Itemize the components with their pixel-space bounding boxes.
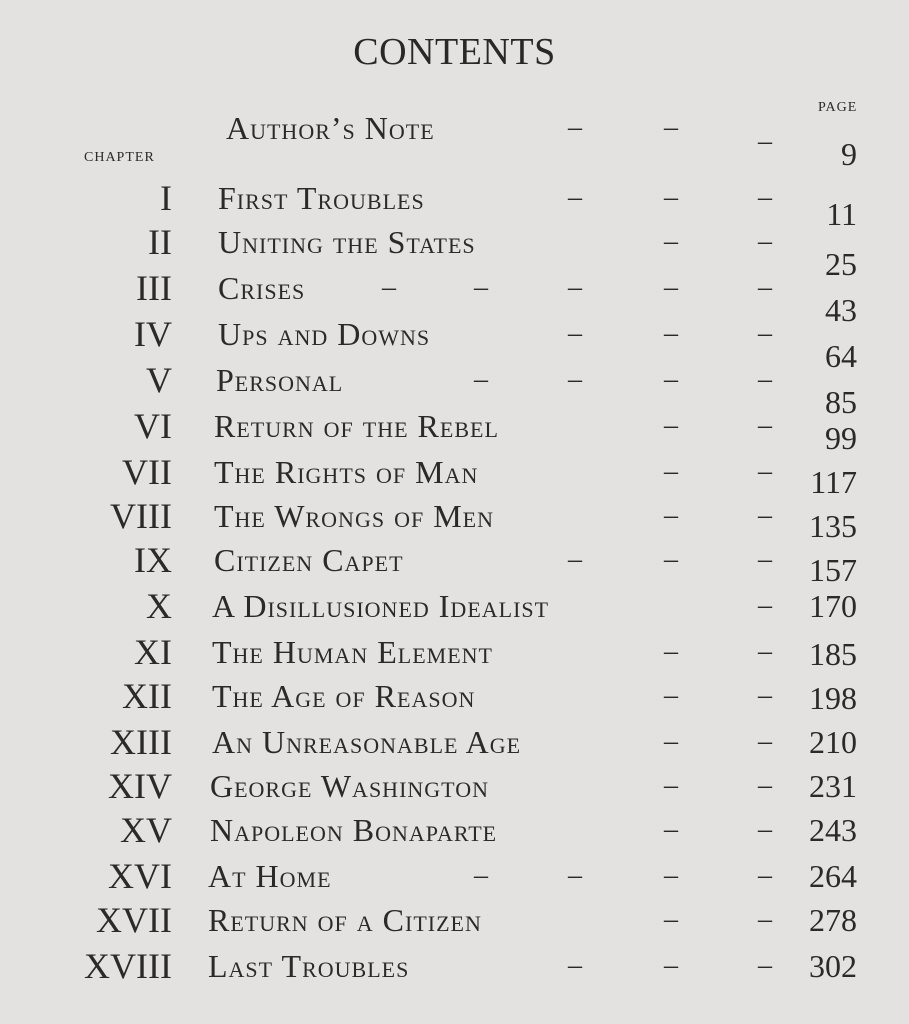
chapter-column-label: CHAPTER — [84, 150, 155, 165]
chapter-numeral: X — [146, 586, 172, 626]
chapter-numeral: I — [160, 178, 172, 218]
chapter-numeral: XVIII — [84, 946, 172, 986]
chapter-numeral: IX — [134, 540, 172, 580]
leader-dash: – — [568, 860, 582, 891]
toc-entry — [0, 452, 909, 498]
leader-dash: – — [664, 182, 678, 213]
leader-dash: – — [758, 318, 772, 349]
chapter-title: Ups and Downs — [218, 316, 431, 352]
chapter-title: Napoleon Bonaparte — [210, 812, 498, 848]
leader-dash: – — [568, 272, 582, 303]
leader-dash: – — [664, 272, 678, 303]
chapter-title: Crises — [218, 270, 306, 306]
chapter-title: Personal — [216, 362, 344, 398]
leader-dash: – — [664, 726, 678, 757]
chapter-page-number: 157 — [809, 552, 857, 588]
leader-dash: – — [758, 226, 772, 257]
chapter-title: Return of the Rebel — [214, 408, 499, 444]
toc-entry — [0, 496, 909, 542]
chapter-page-number: 170 — [809, 588, 857, 624]
leader-dash: – — [568, 112, 582, 143]
toc-entry — [0, 178, 909, 232]
chapter-page-number: 99 — [825, 420, 857, 456]
leader-dash: – — [664, 814, 678, 845]
toc-entry — [0, 632, 909, 678]
toc-entry — [0, 406, 909, 456]
chapter-page-number: 85 — [825, 384, 857, 420]
chapter-numeral: XIV — [108, 766, 172, 806]
leader-dash: – — [758, 500, 772, 531]
leader-dash: – — [664, 112, 678, 143]
leader-dash: – — [474, 860, 488, 891]
leader-dash: – — [758, 126, 772, 157]
leader-dash: – — [664, 318, 678, 349]
chapter-numeral: XVI — [108, 856, 172, 896]
page-column-label: PAGE — [818, 100, 858, 115]
toc-entry — [0, 314, 909, 374]
chapter-page-number: 210 — [809, 724, 857, 760]
author-note-title: Author’s Note — [226, 110, 435, 146]
leader-dash: – — [664, 364, 678, 395]
chapter-page-number: 64 — [825, 338, 857, 374]
chapter-numeral: III — [136, 268, 172, 308]
page-title: CONTENTS — [353, 31, 556, 73]
leader-dash: – — [758, 770, 772, 801]
toc-entry — [0, 766, 909, 812]
leader-dash: – — [664, 636, 678, 667]
chapter-title: Return of a Citizen — [208, 902, 482, 938]
chapter-page-number: 264 — [809, 858, 857, 894]
toc-entry — [0, 946, 909, 992]
chapter-numeral: V — [146, 360, 172, 400]
toc-entry — [0, 540, 909, 586]
chapter-title: The Age of Reason — [212, 678, 476, 714]
leader-dash: – — [664, 860, 678, 891]
leader-dash: – — [758, 590, 772, 621]
chapter-title: Citizen Capet — [214, 542, 404, 578]
leader-dash: – — [664, 950, 678, 981]
leader-dash: – — [664, 500, 678, 531]
leader-dash: – — [758, 544, 772, 575]
toc-entry — [0, 856, 909, 902]
chapter-numeral: II — [148, 222, 172, 262]
chapter-page-number: 117 — [810, 464, 857, 500]
chapter-title: Last Troubles — [208, 948, 410, 984]
chapter-title: The Wrongs of Men — [214, 498, 494, 534]
chapter-numeral: VI — [134, 406, 172, 446]
chapter-page-number: 135 — [809, 508, 857, 544]
leader-dash: – — [758, 410, 772, 441]
leader-dash: – — [474, 364, 488, 395]
chapter-numeral: XI — [134, 632, 172, 672]
toc-entry — [0, 676, 909, 722]
leader-dash: – — [758, 636, 772, 667]
chapter-title: George Washington — [210, 768, 489, 804]
leader-dash: – — [664, 226, 678, 257]
chapter-numeral: XII — [122, 676, 172, 716]
toc-entry — [0, 360, 909, 420]
leader-dash: – — [382, 272, 396, 303]
chapter-page-number: 198 — [809, 680, 857, 716]
leader-dash: – — [664, 456, 678, 487]
toc-entry — [0, 268, 909, 328]
toc-entry — [0, 222, 909, 282]
chapter-numeral: VIII — [110, 496, 172, 536]
chapter-page-number: 278 — [809, 902, 857, 938]
chapter-title: The Human Element — [212, 634, 493, 670]
leader-dash: – — [568, 364, 582, 395]
chapter-page-number: 25 — [825, 246, 857, 282]
leader-dash: – — [664, 680, 678, 711]
leader-dash: – — [474, 272, 488, 303]
author-note-page: 9 — [841, 136, 857, 172]
chapter-page-number: 43 — [825, 292, 857, 328]
chapter-title: At Home — [208, 858, 332, 894]
chapter-numeral: IV — [134, 314, 172, 354]
leader-dash: – — [568, 182, 582, 213]
leader-dash: – — [664, 544, 678, 575]
leader-dash: – — [664, 410, 678, 441]
chapter-title: An Unreasonable Age — [212, 724, 522, 760]
leader-dash: – — [758, 364, 772, 395]
chapter-title: First Troubles — [218, 180, 425, 216]
leader-dash: – — [664, 770, 678, 801]
toc-entry — [0, 722, 909, 768]
leader-dash: – — [758, 680, 772, 711]
toc-entry — [0, 586, 909, 632]
chapter-page-number: 302 — [809, 948, 857, 984]
chapter-page-number: 231 — [809, 768, 857, 804]
leader-dash: – — [758, 726, 772, 757]
leader-dash: – — [758, 860, 772, 891]
leader-dash: – — [758, 456, 772, 487]
leader-dash: – — [568, 318, 582, 349]
chapter-numeral: XV — [120, 810, 172, 850]
chapter-title: Uniting the States — [218, 224, 476, 260]
leader-dash: – — [758, 272, 772, 303]
leader-dash: – — [568, 950, 582, 981]
chapter-numeral: XVII — [96, 900, 172, 940]
leader-dash: – — [664, 904, 678, 935]
toc-entry — [0, 900, 909, 946]
leader-dash: – — [568, 544, 582, 575]
chapter-page-number: 185 — [809, 636, 857, 672]
leader-dash: – — [758, 182, 772, 213]
chapter-page-number: 243 — [809, 812, 857, 848]
leader-dash: – — [758, 950, 772, 981]
chapter-title: A Disillusioned Idealist — [212, 588, 550, 624]
toc-entry — [0, 810, 909, 856]
chapter-page-number: 11 — [826, 196, 857, 232]
leader-dash: – — [758, 814, 772, 845]
leader-dash: – — [758, 904, 772, 935]
chapter-title: The Rights of Man — [214, 454, 479, 490]
chapter-numeral: XIII — [110, 722, 172, 762]
chapter-numeral: VII — [122, 452, 172, 492]
